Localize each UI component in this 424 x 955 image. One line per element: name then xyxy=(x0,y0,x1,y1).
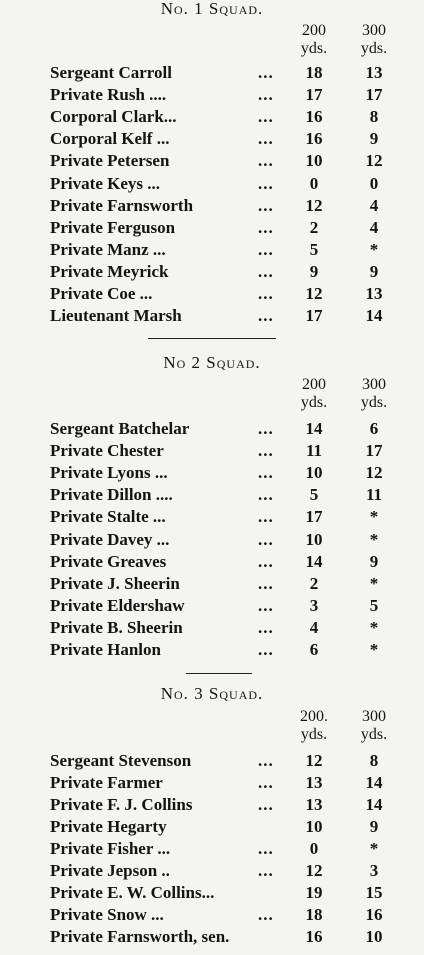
score-300-yards: * xyxy=(369,573,379,593)
score-200-yards: 3 xyxy=(309,595,319,615)
shooter-name: Corporal Clark... xyxy=(50,107,177,127)
table-row xyxy=(0,305,424,327)
score-300-yards: 14 xyxy=(365,306,383,326)
score-300-yards: 15 xyxy=(365,883,383,902)
leader-dots: ... xyxy=(258,795,274,814)
score-200-yards: 18 xyxy=(305,905,323,924)
score-200-yards: 5 xyxy=(309,485,319,505)
score-300-yards: 16 xyxy=(365,905,383,924)
table-row xyxy=(0,484,424,506)
table-row xyxy=(0,904,424,926)
shooter-name: Private Davey ... xyxy=(50,529,170,549)
score-200-yards: 16 xyxy=(305,129,323,149)
table-row xyxy=(0,106,424,128)
table-row xyxy=(0,617,424,639)
table-row xyxy=(0,595,424,617)
section-divider xyxy=(148,338,276,339)
score-200-yards: 10 xyxy=(305,151,323,171)
column-header-300-yards: 300 yds. xyxy=(360,22,388,57)
table-row xyxy=(0,84,424,106)
shooter-name: Private E. W. Collins... xyxy=(50,883,215,902)
score-300-yards: 4 xyxy=(369,195,379,215)
table-row xyxy=(0,882,424,904)
table-row xyxy=(0,418,424,440)
score-300-yards: * xyxy=(369,617,379,637)
score-300-yards: 5 xyxy=(369,595,379,615)
leader-dots: ... xyxy=(258,129,274,149)
table-row xyxy=(0,573,424,595)
score-300-yards: * xyxy=(369,640,379,659)
shooter-name: Private Farnsworth, sen. xyxy=(50,927,230,946)
score-200-yards: 16 xyxy=(305,107,323,127)
shooter-name: Lieutenant Marsh xyxy=(50,306,182,326)
section-divider xyxy=(186,673,252,674)
table-row xyxy=(0,838,424,860)
score-200-yards: 13 xyxy=(305,773,323,792)
leader-dots: ... xyxy=(258,573,274,593)
score-300-yards: * xyxy=(369,839,379,858)
score-200-yards: 14 xyxy=(305,419,323,438)
leader-dots: ... xyxy=(258,107,274,127)
score-300-yards: 10 xyxy=(365,927,383,946)
table-row xyxy=(0,860,424,882)
table-row xyxy=(0,462,424,484)
shooter-name: Private Farnsworth xyxy=(50,195,194,215)
table-row xyxy=(0,128,424,150)
table-row xyxy=(0,772,424,794)
score-200-yards: 18 xyxy=(305,63,323,82)
shooter-name: Private Eldershaw xyxy=(50,595,185,615)
shooter-name: Sergeant Carroll xyxy=(50,63,172,82)
table-row xyxy=(0,217,424,239)
score-200-yards: 6 xyxy=(309,640,319,659)
score-200-yards: 2 xyxy=(309,217,319,237)
score-200-yards: 17 xyxy=(305,306,323,326)
score-300-yards: 11 xyxy=(365,485,383,505)
leader-dots: ... xyxy=(258,861,274,880)
score-200-yards: 12 xyxy=(305,284,323,303)
score-200-yards: 16 xyxy=(305,927,323,946)
leader-dots: ... xyxy=(258,551,274,571)
table-row xyxy=(0,62,424,84)
score-300-yards: 0 xyxy=(369,173,379,193)
score-200-yards: 2 xyxy=(309,573,319,593)
shooter-name: Sergeant Batchelar xyxy=(50,419,190,438)
shooter-name: Private Jepson .. xyxy=(50,861,170,880)
score-200-yards: 12 xyxy=(305,751,323,770)
shooter-name: Private Greaves xyxy=(50,551,167,571)
shooter-name: Private Farmer xyxy=(50,773,163,792)
leader-dots: ... xyxy=(258,151,274,171)
leader-dots: ... xyxy=(258,441,274,461)
shooter-name: Private B. Sheerin xyxy=(50,617,183,637)
table-row xyxy=(0,750,424,772)
leader-dots: ... xyxy=(258,195,274,215)
score-300-yards: 4 xyxy=(369,217,379,237)
leader-dots: ... xyxy=(258,905,274,924)
leader-dots: ... xyxy=(258,529,274,549)
column-header-300-yards: 300 yds. xyxy=(360,708,388,743)
leader-dots: ... xyxy=(258,63,274,82)
table-row xyxy=(0,440,424,462)
score-300-yards: 9 xyxy=(369,129,379,149)
table-row xyxy=(0,926,424,948)
shooter-name: Private Meyrick xyxy=(50,261,169,281)
score-200-yards: 4 xyxy=(309,617,319,637)
squad-title: No. 3 Squad. xyxy=(160,684,264,703)
table-row xyxy=(0,261,424,283)
score-300-yards: 9 xyxy=(369,551,379,571)
shooter-name: Private Stalte ... xyxy=(50,507,166,527)
shooter-name: Private Dillon .... xyxy=(50,485,173,505)
leader-dots: ... xyxy=(258,485,274,505)
score-300-yards: 12 xyxy=(365,463,383,483)
shooter-name: Private Petersen xyxy=(50,151,170,171)
shooter-name: Private Manz ... xyxy=(50,239,166,259)
leader-dots: ... xyxy=(258,640,274,659)
leader-dots: ... xyxy=(258,773,274,792)
leader-dots: ... xyxy=(258,617,274,637)
score-200-yards: 17 xyxy=(305,507,323,527)
score-200-yards: 19 xyxy=(305,883,323,902)
shooter-name: Private Chester xyxy=(50,441,164,461)
column-header-200-yards: 200 yds. xyxy=(300,376,328,411)
shooter-name: Private Fisher ... xyxy=(50,839,171,858)
leader-dots: ... xyxy=(258,419,274,438)
shooter-name: Private Snow ... xyxy=(50,905,164,924)
score-300-yards: * xyxy=(369,529,379,549)
shooter-name: Private Rush .... xyxy=(50,85,167,105)
table-row xyxy=(0,551,424,573)
leader-dots: ... xyxy=(258,463,274,483)
table-row xyxy=(0,173,424,195)
score-300-yards: 6 xyxy=(369,419,379,438)
score-200-yards: 10 xyxy=(305,817,323,836)
score-300-yards: * xyxy=(369,507,379,527)
score-300-yards: 14 xyxy=(365,773,383,792)
shooter-name: Private J. Sheerin xyxy=(50,573,180,593)
leader-dots: ... xyxy=(258,217,274,237)
score-300-yards: 8 xyxy=(369,107,379,127)
table-row xyxy=(0,239,424,261)
squad-title: No 2 Squad. xyxy=(163,353,261,372)
leader-dots: ... xyxy=(258,507,274,527)
shooter-name: Private Ferguson xyxy=(50,217,176,237)
score-200-yards: 0 xyxy=(309,173,319,193)
leader-dots: ... xyxy=(258,839,274,858)
score-200-yards: 13 xyxy=(305,795,323,814)
score-200-yards: 0 xyxy=(309,839,319,858)
shooter-name: Private Coe ... xyxy=(50,284,153,303)
score-200-yards: 10 xyxy=(305,529,323,549)
score-300-yards: 14 xyxy=(365,795,383,814)
leader-dots: ... xyxy=(258,173,274,193)
score-200-yards: 11 xyxy=(305,441,323,461)
score-300-yards: 17 xyxy=(365,85,383,105)
shooter-name: Private F. J. Collins xyxy=(50,795,193,814)
score-300-yards: 17 xyxy=(365,441,383,461)
table-row xyxy=(0,639,424,661)
shooter-name: Corporal Kelf ... xyxy=(50,129,170,149)
score-200-yards: 5 xyxy=(309,239,319,259)
score-300-yards: * xyxy=(369,239,379,259)
leader-dots: ... xyxy=(258,306,274,326)
shooter-name: Private Hanlon xyxy=(50,640,161,659)
leader-dots: ... xyxy=(258,85,274,105)
table-row xyxy=(0,283,424,305)
score-200-yards: 9 xyxy=(309,261,319,281)
shooter-name: Private Keys ... xyxy=(50,173,160,193)
score-200-yards: 14 xyxy=(305,551,323,571)
leader-dots: ... xyxy=(258,751,274,770)
leader-dots: ... xyxy=(258,284,274,303)
score-300-yards: 9 xyxy=(369,817,379,836)
table-row xyxy=(0,150,424,172)
column-header-200-yards: 200. yds. xyxy=(300,708,328,743)
score-300-yards: 12 xyxy=(365,151,383,171)
score-200-yards: 12 xyxy=(305,195,323,215)
leader-dots: ... xyxy=(258,261,274,281)
score-300-yards: 8 xyxy=(369,751,379,770)
score-200-yards: 12 xyxy=(305,861,323,880)
score-300-yards: 13 xyxy=(365,63,383,82)
table-row xyxy=(0,529,424,551)
score-300-yards: 13 xyxy=(365,284,383,303)
leader-dots: ... xyxy=(258,239,274,259)
score-200-yards: 17 xyxy=(305,85,323,105)
shooter-name: Private Hegarty xyxy=(50,817,167,836)
table-row xyxy=(0,816,424,838)
squad-title: No. 1 Squad. xyxy=(160,0,264,18)
table-row xyxy=(0,794,424,816)
column-header-200-yards: 200 yds. xyxy=(300,22,328,57)
column-header-300-yards: 300 yds. xyxy=(360,376,388,411)
table-row xyxy=(0,506,424,528)
score-300-yards: 9 xyxy=(369,261,379,281)
score-300-yards: 3 xyxy=(369,861,379,880)
score-200-yards: 10 xyxy=(305,463,323,483)
table-row xyxy=(0,195,424,217)
shooter-name: Sergeant Stevenson xyxy=(50,751,192,770)
leader-dots: ... xyxy=(258,595,274,615)
shooter-name: Private Lyons ... xyxy=(50,463,168,483)
